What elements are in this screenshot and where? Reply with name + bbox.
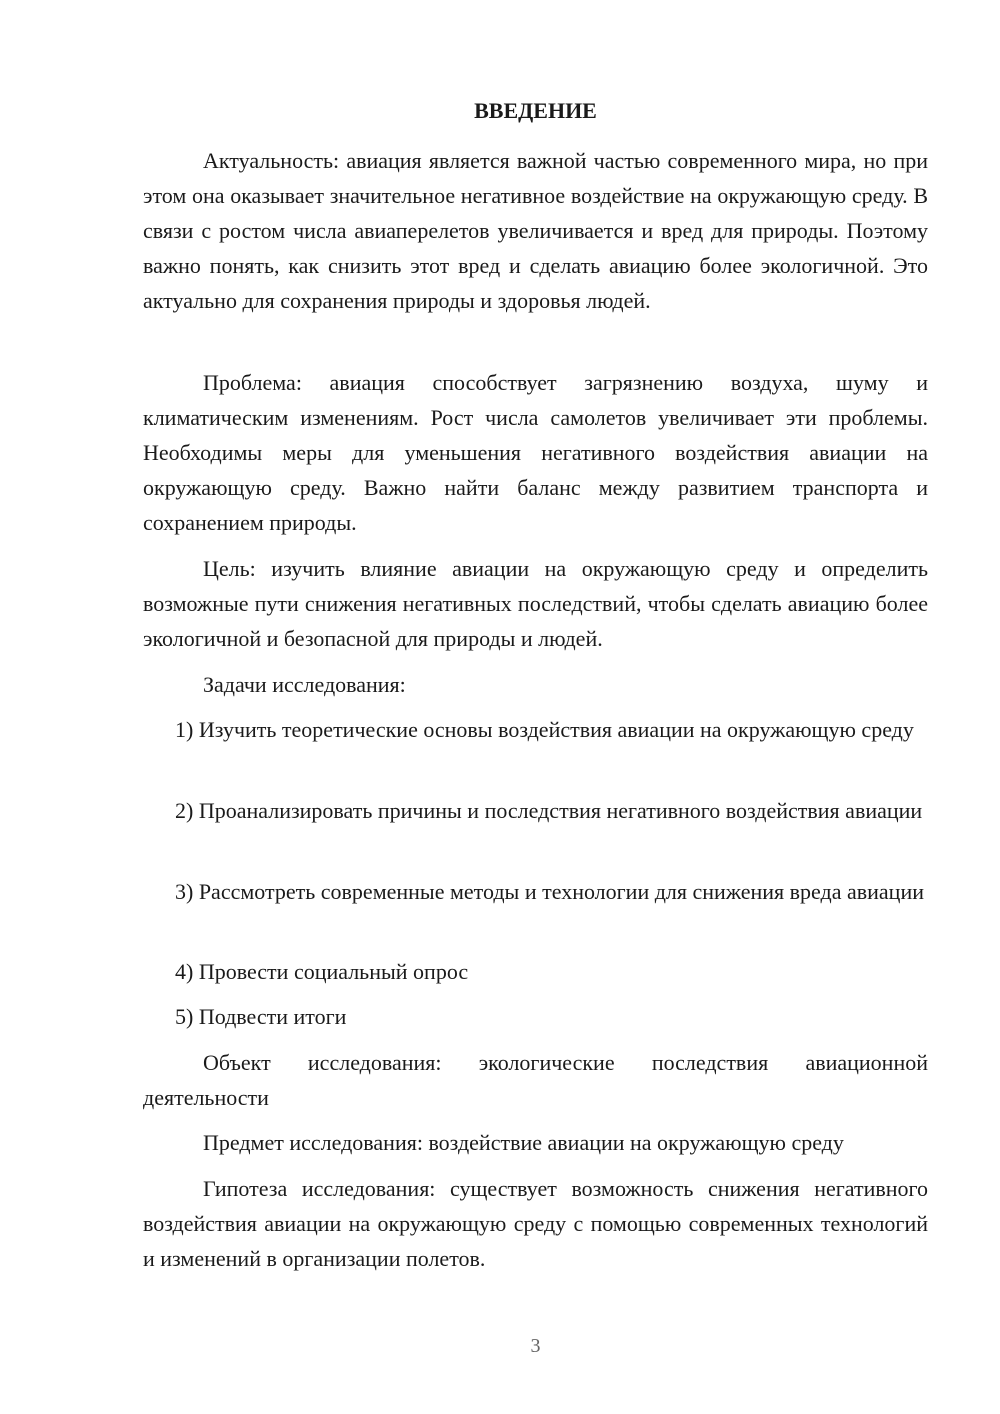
task-item-1: 1) Изучить теоретические основы воздействия авиации на окружающую среду xyxy=(175,717,914,742)
task-item-2: 2) Проанализировать причины и последствия негативного воздействия авиации xyxy=(175,798,923,823)
document-page xyxy=(143,0,928,1414)
task-item-3: 3) Рассмотреть современные методы и технологии для снижения вреда авиации xyxy=(175,879,924,904)
task-item-5: 5) Подвести итоги xyxy=(175,1004,347,1029)
tasks-heading: Задачи исследования: xyxy=(203,672,406,697)
page-title: ВВЕДЕНИЕ xyxy=(474,98,597,123)
subject-paragraph: Предмет исследования: воздействие авиации на окружающую среду xyxy=(203,1130,844,1155)
object-paragraph: Объект исследования: экологические последствия авиационной деятельности xyxy=(143,1050,928,1110)
task-item-4: 4) Провести социальный опрос xyxy=(175,959,469,984)
relevance-paragraph: Актуальность: авиация является важной частью современного мира, но при этом она оказывает значительное негативное воздействие на окружающую среду. В связи с ростом числа авиаперелетов увеличивается и вред для природы. Поэтому важно понять, как снизить этот вред и сделать авиацию более экологичной. Это актуально для сохранения природы и здоровья людей. xyxy=(143,148,928,313)
page-number: 3 xyxy=(530,1335,541,1357)
goal-paragraph: Цель: изучить влияние авиации на окружающую среду и определить возможные пути снижения негативных последствий, чтобы сделать авиацию более экологичной и безопасной для природы и людей. xyxy=(143,556,928,651)
hypothesis-paragraph: Гипотеза исследования: существует возможность снижения негативного воздействия авиации на окружающую среду с помощью современных технологий и изменений в организации полетов. xyxy=(143,1176,928,1271)
problem-paragraph: Проблема: авиация способствует загрязнению воздуха, шуму и климатическим изменениям. Рост числа самолетов увеличивает эти проблемы. Необходимы меры для уменьшения негативного воздействия авиации на окружающую среду. Важно найти баланс между развитием транспорта и сохранением природы. xyxy=(143,370,928,535)
